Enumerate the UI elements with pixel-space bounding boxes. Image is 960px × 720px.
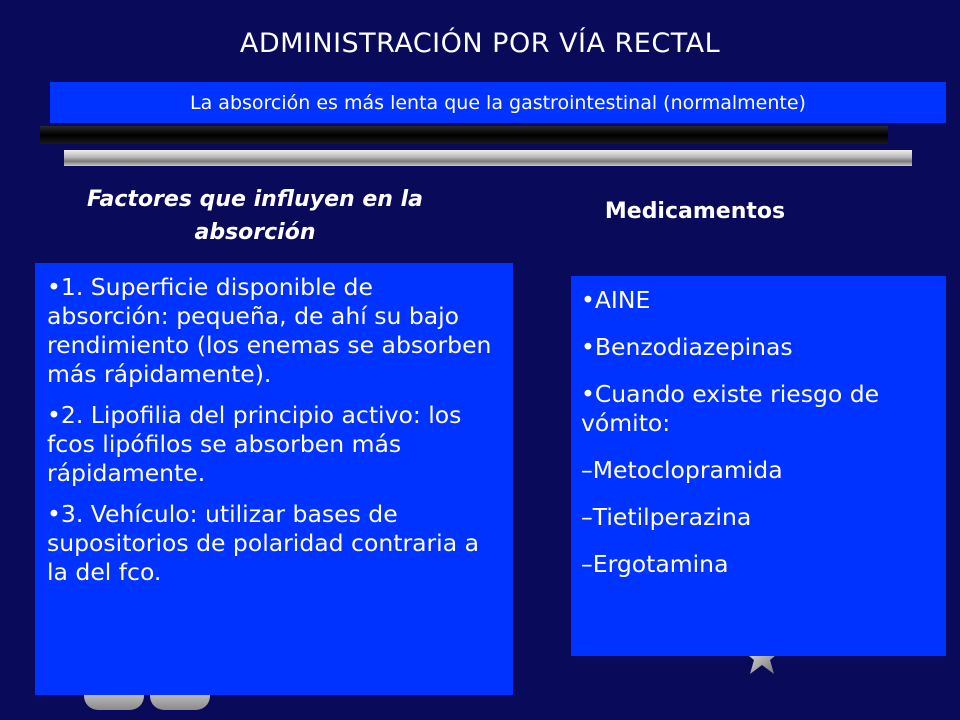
subtitle-text: La absorción es más lenta que la gastrointestinal (normalmente) bbox=[190, 91, 806, 114]
drug-item: •AINE bbox=[581, 286, 651, 314]
factor-item: •2. Lipofilia del principio activo: los fcos lipófilos se absorben más rápidamente. bbox=[47, 401, 462, 487]
factors-heading: Factores que influyen en la absorción bbox=[87, 187, 423, 245]
drug-item: •Benzodiazepinas bbox=[581, 333, 793, 361]
decorative-metal-bar bbox=[64, 150, 912, 166]
drug-item: –Ergotamina bbox=[581, 550, 729, 578]
drug-item: –Metoclopramida bbox=[581, 456, 783, 484]
slide-title: ADMINISTRACIÓN POR VÍA RECTAL bbox=[239, 28, 721, 59]
subtitle-banner bbox=[50, 82, 946, 123]
drug-item: –Tietilperazina bbox=[581, 503, 752, 531]
decorative-dark-bar bbox=[40, 126, 888, 144]
drug-item: •Cuando existe riesgo de vómito: bbox=[581, 380, 880, 437]
factor-item: •1. Superficie disponible de absorción: pequeña, de ahí su bajo rendimiento (los enemas se absorben más rápidamente). bbox=[47, 273, 492, 388]
drugs-heading: Medicamentos bbox=[604, 199, 786, 224]
factor-item: •3. Vehículo: utilizar bases de supositorios de polaridad contraria a la del fco. bbox=[47, 500, 479, 586]
drugs-box bbox=[571, 276, 946, 656]
factors-box bbox=[35, 263, 513, 695]
